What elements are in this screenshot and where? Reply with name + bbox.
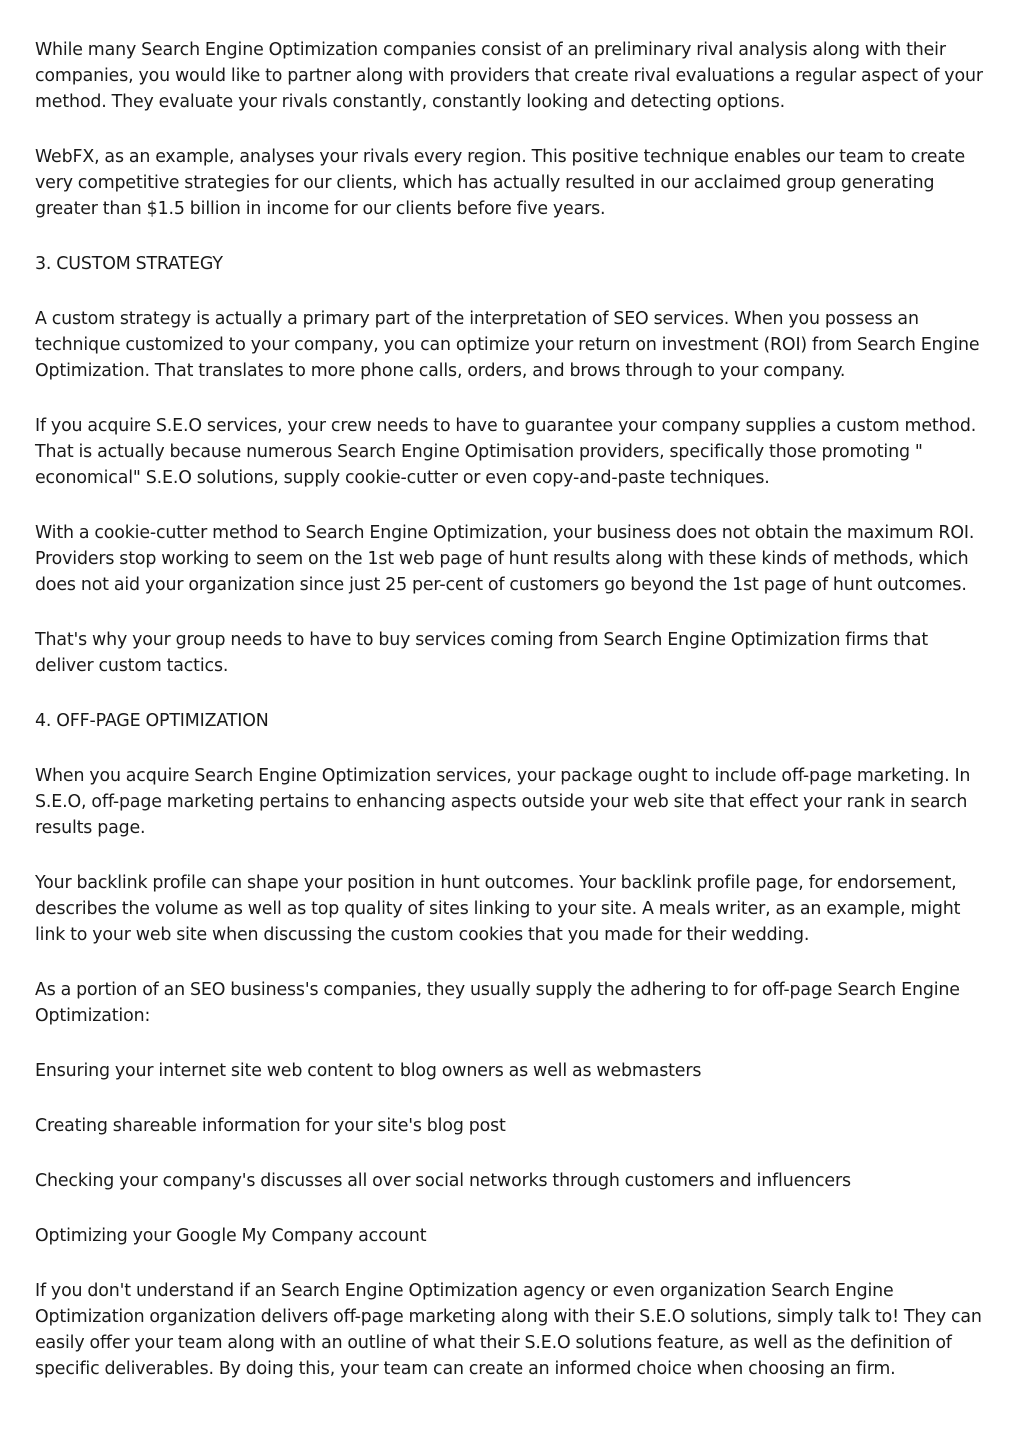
list-item: Optimizing your Google My Company account <box>35 1226 427 1246</box>
list-item: Checking your company's discusses all over social networks through customers and influencers <box>35 1171 851 1191</box>
paragraph-off-page-list-intro: As a portion of an SEO business's companies, they usually supply the adhering to for off-page Search Engine Optimization: <box>35 980 960 1026</box>
paragraph-cookie-cutter: With a cookie-cutter method to Search Engine Optimization, your business does not obtain the maximum ROI. Providers stop working to seem on the 1st web page of hunt results along with these kinds of methods, which does not aid your organization since just 25 per-cent of customers go beyond the 1st page of hunt outcomes. <box>35 523 975 595</box>
section-heading-off-page: 4. OFF-PAGE OPTIMIZATION <box>35 711 269 731</box>
paragraph-custom-method: If you acquire S.E.O services, your crew needs to have to guarantee your company supplies a custom method. That is actually because numerous Search Engine Optimisation providers, specifically those promoting " economical" S.E.O solutions, supply cookie-cutter or even copy-and-paste techniques. <box>35 416 977 488</box>
list-item: Ensuring your internet site web content to blog owners as well as webmasters <box>35 1061 702 1081</box>
list-item: Creating shareable information for your site's blog post <box>35 1116 506 1136</box>
paragraph-custom-strategy: A custom strategy is actually a primary part of the interpretation of SEO services. When you possess an technique customized to your company, you can optimize your return on investment (ROI) from Search Engine Optimization. That translates to more phone calls, orders, and brows through to your company. <box>35 309 980 381</box>
paragraph-webfx-example: WebFX, as an example, analyses your rivals every region. This positive technique enables our team to create very competitive strategies for our clients, which has actually resulted in our acclaimed group generating greater than $1.5 billion in income for our clients before five years. <box>35 147 966 219</box>
section-heading-custom-strategy: 3. CUSTOM STRATEGY <box>35 254 223 274</box>
paragraph-competitor-analysis: While many Search Engine Optimization companies consist of an preliminary rival analysis along with their companies, you would like to partner along with providers that create rival evaluations a regular aspect of your method. They evaluate your rivals constantly, constantly looking and detecting options. <box>35 40 983 112</box>
paragraph-backlink-profile: Your backlink profile can shape your position in hunt outcomes. Your backlink profile page, for endorsement, describes the volume as well as top quality of sites linking to your site. A meals writer, as an example, might link to your web site when discussing the custom cookies that you made for their wedding. <box>35 873 961 945</box>
paragraph-off-page-marketing: When you acquire Search Engine Optimization services, your package ought to include off-page marketing. In S.E.O, off-page marketing pertains to enhancing aspects outside your web site that effect your rank in search results page. <box>35 766 971 838</box>
paragraph-custom-tactics: That's why your group needs to have to buy services coming from Search Engine Optimization firms that deliver custom tactics. <box>35 630 929 676</box>
paragraph-closing: If you don't understand if an Search Engine Optimization agency or even organization Search Engine Optimization organization delivers off-page marketing along with their S.E.O solutions, simply talk to! They can easily offer your team along with an outline of what their S.E.O solutions feature, as well as the definition of specific deliverables. By doing this, your team can create an informed choice when choosing an firm. <box>35 1281 982 1379</box>
